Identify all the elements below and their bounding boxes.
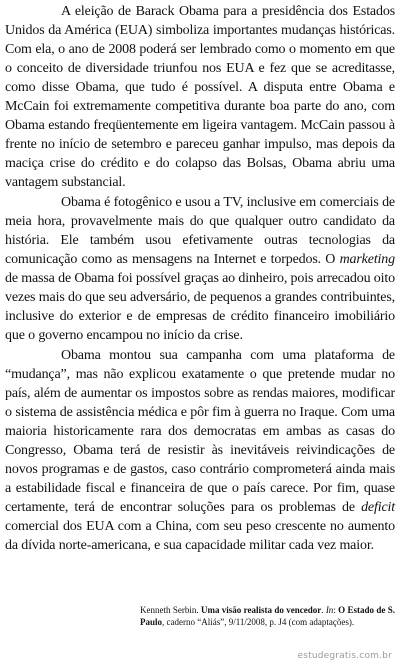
text-run: . bbox=[321, 605, 326, 615]
watermark: estudegratis.com.br bbox=[297, 651, 392, 661]
italic-term: In bbox=[325, 605, 334, 615]
text-run: , caderno “Aliás”, 9/11/2008, p. J4 (com adaptações). bbox=[162, 617, 355, 627]
text-run: Obama montou sua campanha com uma plataforma de “mudança”, mas não explicou exatamente o que pretende mudar no país, além de aumentar os impostos sobre as rendas maiores, modificar o sistema de assistência médica e pôr fim à guerra no Iraque. Com uma maioria historicamente rara dos democratas em ambas as casas do Congresso, Obama terá de resistir às inevitáveis reivindicações de novos programas e de gastos, caso contrário comprometerá ainda mais a estabilidade fiscal e financeira de que o país carece. Por fim, quase certamente, terá de encontrar soluções para os problemas de bbox=[5, 348, 395, 515]
italic-term: deficit bbox=[361, 500, 395, 515]
bold-text: Uma visão realista do vencedor bbox=[200, 605, 322, 615]
italic-term: marketing bbox=[339, 252, 395, 267]
text-run: comercial dos EUA com a China, com seu peso crescente no aumento da dívida norte-americana, e sua capacidade militar cada vez maior. bbox=[5, 519, 395, 553]
paragraph-1 bbox=[5, 2, 395, 192]
article-body bbox=[5, 2, 395, 555]
source-citation bbox=[140, 604, 395, 628]
paragraph-3 bbox=[5, 346, 395, 555]
paragraph-2 bbox=[5, 193, 395, 345]
bold-text: O Estado de S. Paulo bbox=[140, 605, 395, 627]
text-run: Kenneth Serbin. bbox=[140, 605, 201, 615]
text-run: A eleição de Barack Obama para a presidência dos Estados Unidos da América (EUA) simboliza importantes mudanças históricas. Com ela, o ano de 2008 poderá ser lembrado como o momento em que o conceito de diversidade triunfou nos EUA e fez que se acreditasse, como disse Obama, que tudo é possível. A disputa entre Obama e McCain foi extremamente competitiva durante boa parte do ano, com Obama estando freqüentemente em ligeira vantagem. McCain passou à frente no início de setembro e pareceu ganhar impulso, mas depois da maciça crise do crédito e do colapso das Bolsas, Obama abriu uma vantagem substancial. bbox=[5, 4, 395, 190]
text-run: de massa de Obama foi possível graças ao dinheiro, pois arrecadou oito vezes mais do que seu adversário, de pequenos a grandes contribuintes, inclusive do exterior e de empresas de crédito financeiro imobiliário que o governo encampou no início da crise. bbox=[5, 271, 395, 343]
text-run: Obama é fotogênico e usou a TV, inclusive em comerciais de meia hora, provavelmente mais do que qualquer outro candidato da história. Ele também usou efetivamente outras tecnologias da comunicação como as mensagens na Internet e torpedos. O bbox=[5, 195, 395, 267]
text-run: : bbox=[333, 605, 339, 615]
